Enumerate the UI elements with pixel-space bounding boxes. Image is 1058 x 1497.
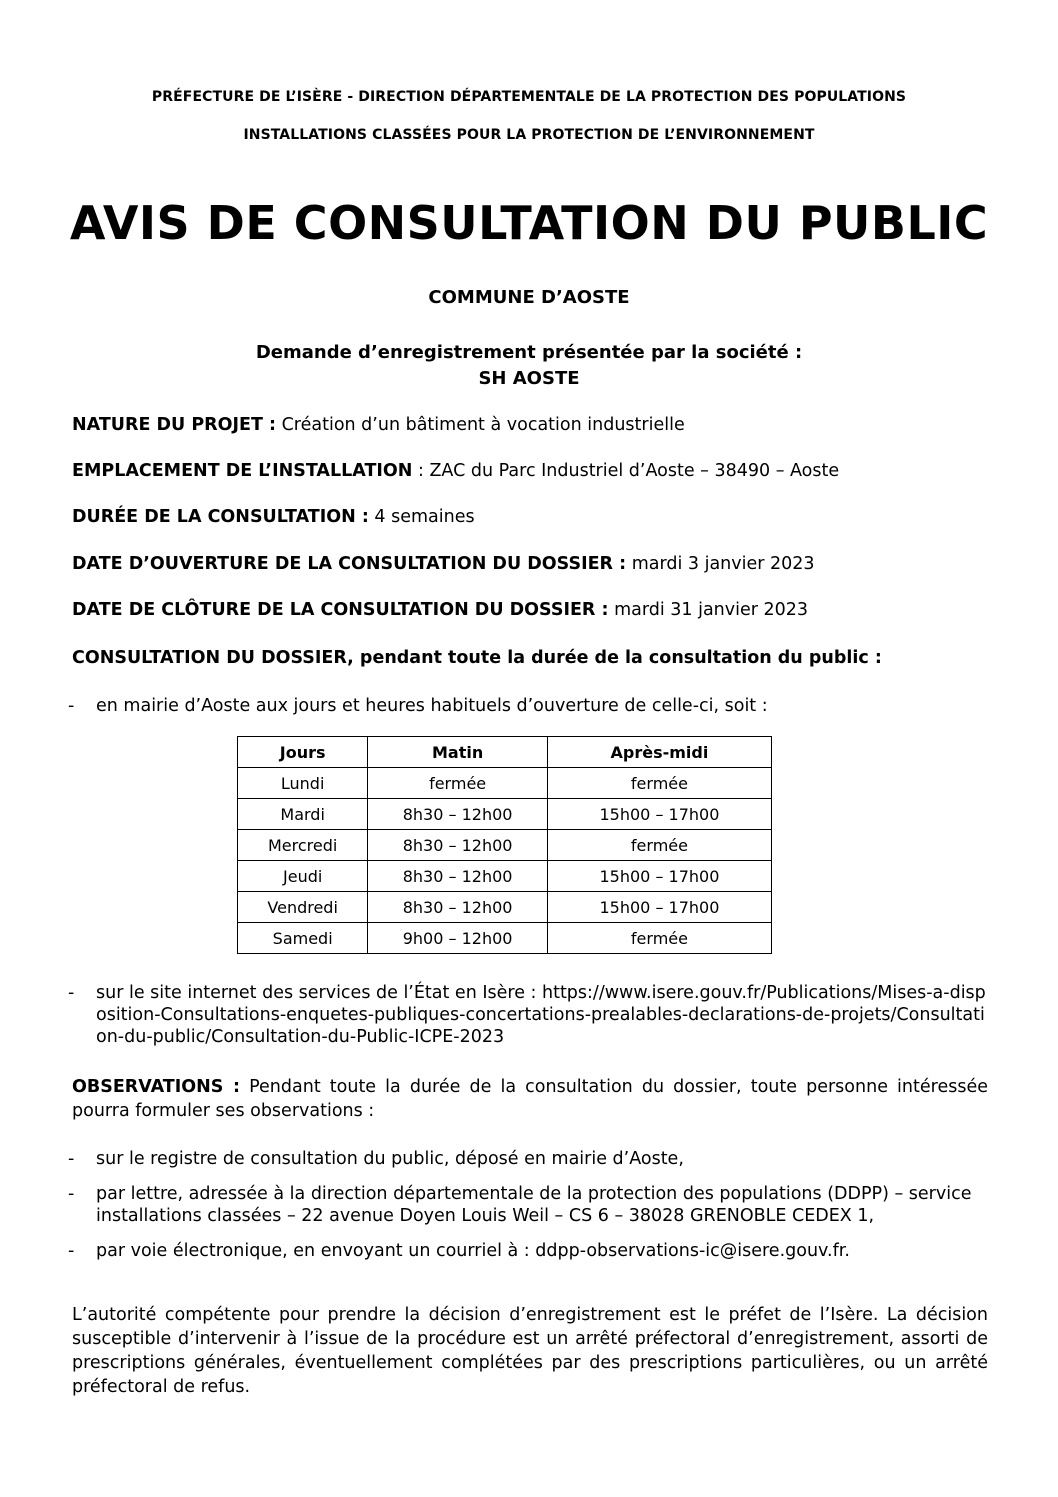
table-row — [238, 830, 772, 861]
header-prefecture: PRÉFECTURE DE L’ISÈRE - DIRECTION DÉPARTEMENTALE DE LA PROTECTION DES POPULATIONS — [151, 89, 907, 105]
consultation-heading-text: CONSULTATION DU DOSSIER, pendant toute la durée de la consultation du public : — [72, 648, 882, 668]
table-cell-day: Jeudi — [238, 861, 368, 892]
field-closing-value: mardi 31 janvier 2023 — [608, 600, 809, 620]
table-header-jours: Jours — [238, 737, 368, 768]
field-nature — [72, 415, 992, 435]
bullet-website-text: sur le site internet des services de l’État en Isère : https://www.isere.gouv.fr/Publications/Mises-a-disposition-Consultations-enquetes-publiques-concertations-prealables-declarations-de-projets/Consultation-du-public/Consultation-du-Public-ICPE-2023 — [96, 983, 986, 1047]
table-row — [238, 861, 772, 892]
table-row — [238, 923, 772, 954]
table-cell-afternoon: 15h00 – 17h00 — [547, 799, 771, 830]
company-name: SH AOSTE — [478, 368, 580, 389]
request-heading: Demande d’enregistrement présentée par la société : — [255, 342, 803, 363]
table-row — [238, 768, 772, 799]
table-header-row — [238, 737, 772, 768]
table-cell-afternoon: fermée — [547, 768, 771, 799]
observations-text: Pendant toute la durée de la consultation du dossier, toute personne intéressée pourra formuler ses observations : — [72, 1077, 988, 1121]
bullet-courriel — [68, 1240, 990, 1262]
table-row — [238, 892, 772, 923]
table-row — [238, 799, 772, 830]
bullet-mairie-text: en mairie d’Aoste aux jours et heures habituels d’ouverture de celle-ci, soit : — [96, 696, 768, 716]
table-cell-afternoon: 15h00 – 17h00 — [547, 861, 771, 892]
table-cell-morning: 8h30 – 12h00 — [368, 830, 548, 861]
field-opening-date — [72, 554, 992, 574]
authority-paragraph: L’autorité compétente pour prendre la décision d’enregistrement est le préfet de l’Isère. La décision susceptible d’intervenir à l’issue de la procédure est un arrêté préfectoral d’enregistrement, assorti de prescriptions générales, éventuellement complétées par des prescriptions particulières, ou un arrêté préfectoral de refus. — [72, 1305, 988, 1397]
field-closing-label: DATE DE CLÔTURE DE LA CONSULTATION DU DOSSIER : — [72, 600, 609, 620]
observations-paragraph — [72, 1075, 988, 1123]
bullet-mairie — [68, 695, 990, 717]
bullet-dash: - — [68, 1184, 75, 1204]
bullet-registre-text: sur le registre de consultation du public, déposé en mairie d’Aoste, — [96, 1149, 684, 1169]
opening-hours-table — [237, 736, 772, 954]
page-title: AVIS DE CONSULTATION DU PUBLIC — [69, 196, 989, 250]
field-location-label: EMPLACEMENT DE L’INSTALLATION — [72, 461, 413, 481]
field-nature-label: NATURE DU PROJET : — [72, 415, 277, 435]
table-cell-morning: fermée — [368, 768, 548, 799]
bullet-website — [68, 982, 990, 1048]
bullet-registre — [68, 1148, 990, 1170]
table-cell-afternoon: fermée — [547, 923, 771, 954]
table-cell-morning: 8h30 – 12h00 — [368, 892, 548, 923]
commune-heading: COMMUNE D’AOSTE — [428, 287, 630, 308]
table-cell-morning: 9h00 – 12h00 — [368, 923, 548, 954]
table-cell-morning: 8h30 – 12h00 — [368, 799, 548, 830]
table-cell-day: Mercredi — [238, 830, 368, 861]
table-cell-day: Vendredi — [238, 892, 368, 923]
field-opening-label: DATE D’OUVERTURE DE LA CONSULTATION DU DOSSIER : — [72, 554, 627, 574]
table-cell-morning: 8h30 – 12h00 — [368, 861, 548, 892]
table-cell-day: Lundi — [238, 768, 368, 799]
field-duration-label: DURÉE DE LA CONSULTATION : — [72, 507, 369, 527]
observations-label: OBSERVATIONS : — [72, 1077, 240, 1097]
field-closing-date — [72, 600, 992, 620]
field-duration — [72, 507, 992, 527]
table-cell-afternoon: fermée — [547, 830, 771, 861]
bullet-courriel-text: par voie électronique, en envoyant un courriel à : ddpp-observations-ic@isere.gouv.fr. — [96, 1241, 850, 1261]
table-header-matin: Matin — [368, 737, 548, 768]
bullet-dash: - — [68, 1241, 75, 1261]
field-duration-value: 4 semaines — [368, 507, 475, 527]
bullet-dash: - — [68, 983, 75, 1003]
field-location-value: : ZAC du Parc Industriel d’Aoste – 38490 – Aoste — [412, 461, 840, 481]
table-cell-day: Mardi — [238, 799, 368, 830]
bullet-dash: - — [68, 1149, 75, 1169]
table-cell-afternoon: 15h00 – 17h00 — [547, 892, 771, 923]
field-nature-value: Création d’un bâtiment à vocation industrielle — [276, 415, 685, 435]
consultation-heading — [72, 648, 992, 668]
bullet-lettre-text: par lettre, adressée à la direction départementale de la protection des populations (DDPP) – service installations classées – 22 avenue Doyen Louis Weil – CS 6 – 38028 GRENOBLE CEDEX 1, — [96, 1184, 972, 1226]
table-cell-day: Samedi — [238, 923, 368, 954]
field-opening-value: mardi 3 janvier 2023 — [626, 554, 815, 574]
field-location — [72, 461, 992, 481]
bullet-lettre — [68, 1183, 990, 1227]
bullet-dash: - — [68, 696, 75, 716]
table-header-apres-midi: Après-midi — [547, 737, 771, 768]
header-installations: INSTALLATIONS CLASSÉES POUR LA PROTECTION DE L’ENVIRONNEMENT — [243, 127, 815, 143]
